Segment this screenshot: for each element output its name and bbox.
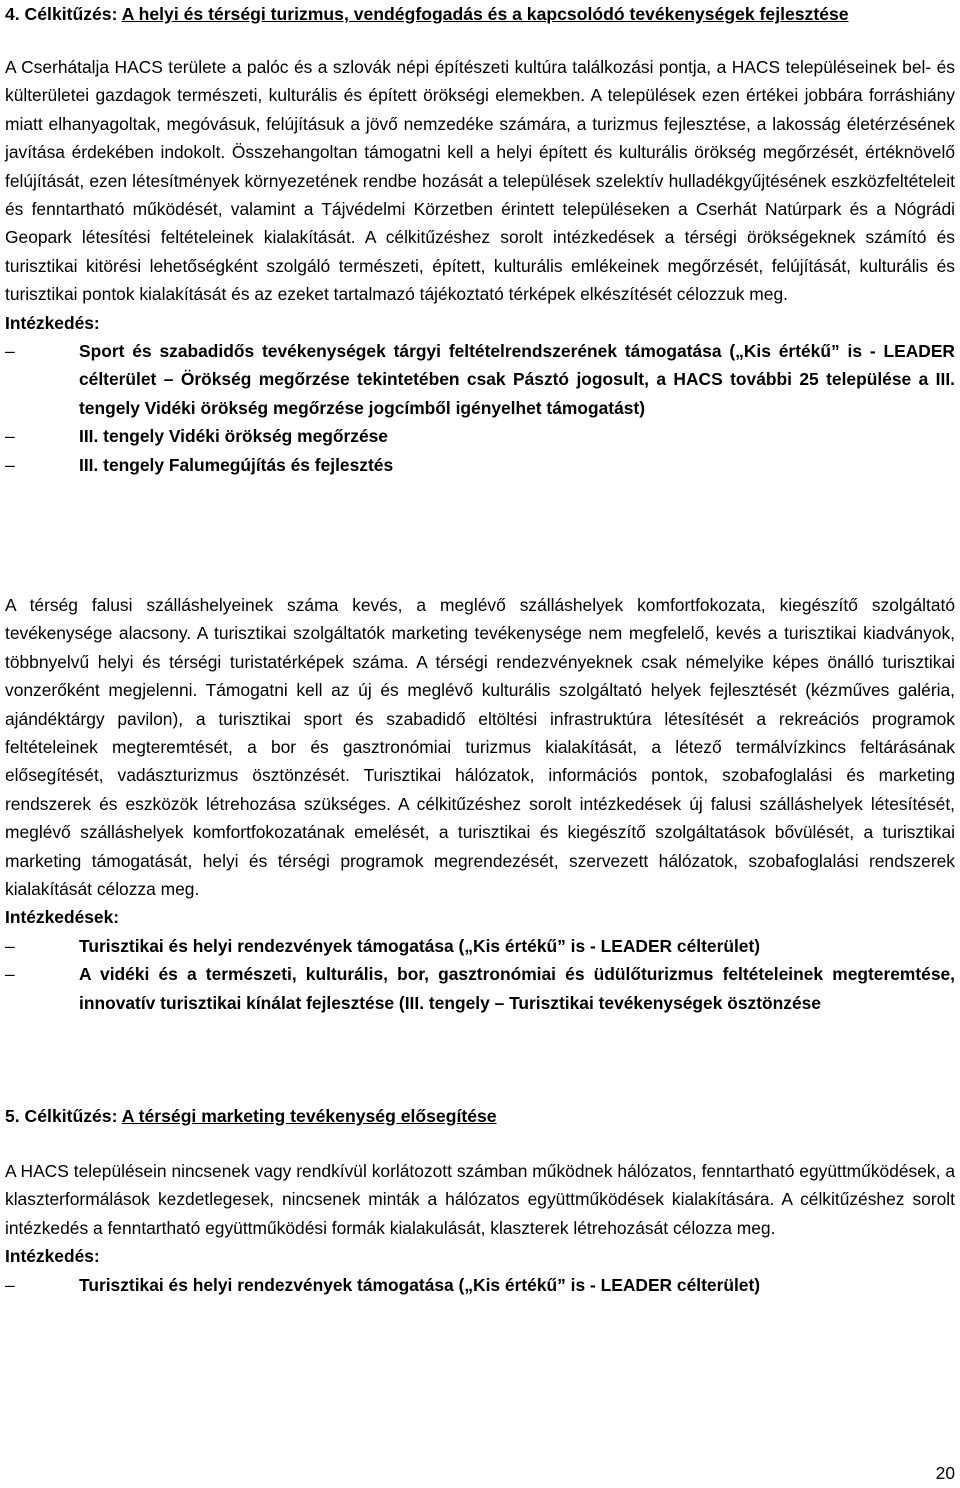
- dash-marker: –: [5, 454, 15, 475]
- section-5-paragraph: A HACS településein nincsenek vagy rendkívül korlátozott számban működnek hálózatos, fenntartható együttműködések, a klaszterformálások kezdetlegesek, nincsenek minták a hálózatos együttműködések kialakítására. A célkitűzéshez sorolt intézkedés a fenntartható együttműködési formák kialakulását, klaszterek létrehozását célozza meg.: [5, 1161, 955, 1238]
- list-item: [5, 422, 955, 450]
- section-5-heading-prefix: 5. Célkitűzés:: [5, 1106, 122, 1126]
- dash-marker: –: [5, 426, 15, 447]
- list-item: [5, 337, 955, 422]
- list-item: [5, 1271, 955, 1299]
- section-4-heading-title: A helyi és térségi turizmus, vendégfogadás és a kapcsolódó tevékenységek fejlesztése: [121, 4, 849, 24]
- measures-label-3: Intézkedés:: [5, 1246, 100, 1267]
- measures-list-3: [5, 1271, 955, 1299]
- section-5-heading-title: A térségi marketing tevékenység elősegítése: [121, 1106, 497, 1126]
- dash-marker: –: [5, 964, 15, 985]
- list-item: [5, 960, 955, 1017]
- page-number: 20: [935, 1463, 955, 1483]
- list-item-text: III. tengely Falumegújítás és fejlesztés: [79, 454, 394, 475]
- section-4-body-2: [5, 591, 955, 1017]
- dash-marker: –: [5, 341, 15, 362]
- dash-marker: –: [5, 1274, 15, 1295]
- list-item-text: Turisztikai és helyi rendezvények támogatása („Kis értékű” is - LEADER célterület): [79, 1274, 761, 1295]
- list-item-text: Turisztikai és helyi rendezvények támogatása („Kis értékű” is - LEADER célterület): [79, 935, 761, 956]
- dash-marker: –: [5, 935, 15, 956]
- list-item-text: Sport és szabadidős tevékenységek tárgyi feltételrendszerének támogatása („Kis értékű” is - LEADER célterület – Örökség megőrzése tekintetében csak Pásztó jogosult, a HACS további 25 települése a III. tengely Vidéki örökség megőrzése jogcímből igényelhet támogatást): [79, 341, 955, 418]
- list-item: [5, 451, 955, 479]
- measures-label-2: Intézkedések:: [5, 907, 120, 928]
- measures-list-1: [5, 337, 955, 479]
- section-4-paragraph-1: A Cserhátalja HACS területe a palóc és a szlovák népi építészeti kultúra találkozási pontja, a HACS településeinek bel- és külterületei gazdagok természeti, kulturális és épített örökségi elemekben. A települések ezen értékei jobbára forráshiány miatt elhanyagoltak, megóvásuk, felújításuk a jövő nemzedéke számára, a turizmus fejlesztése, a lakosság életérzésének javítása érdekében indokolt. Összehangoltan támogatni kell a helyi épített és kulturális örökség megőrzését, értéknövelő felújítását, ezen létesítmények környezetének rendbe hozását a települések szelektív hulladékgyűjtésének eszközfeltételeit és fenntartható működését, valamint a Tájvédelmi Körzetben érintett településeken a Cserhát Natúrpark és a Nógrádi Geopark létesítési feltételeinek kialakítását. A célkitűzéshez sorolt intézkedések a térségi örökségeknek számító és turisztikai kitörési lehetőségként szolgáló természeti, épített, kulturális emlékeinek megőrzését, felújítását, kulturális és turisztikai pontok kialakítását és az ezeket tartalmazó tájékoztató térképek elkészítését célozzuk meg.: [5, 57, 955, 305]
- section-4-heading-prefix: 4. Célkitűzés:: [5, 4, 122, 24]
- section-5-body: [5, 1157, 955, 1299]
- measures-label-1: Intézkedés:: [5, 312, 100, 333]
- section-5-heading: [5, 1104, 955, 1128]
- list-item-text: A vidéki és a természeti, kulturális, bor, gasztronómiai és üdülőturizmus feltételeinek megteremtése, innovatív turisztikai kínálat fejlesztése (III. tengely – Turisztikai tevékenységek ösztönzése: [79, 964, 955, 1013]
- list-item-text: III. tengely Vidéki örökség megőrzése: [79, 426, 388, 447]
- list-item: [5, 932, 955, 960]
- section-4-body: [5, 53, 955, 479]
- section-4-heading: [5, 2, 955, 26]
- section-4-paragraph-2: A térség falusi szálláshelyeinek száma kevés, a meglévő szálláshelyek komfortfokozata, kiegészítő szolgáltató tevékenysége alacsony. A turisztikai szolgáltatók marketing tevékenysége nem megfelelő, kevés a turisztikai kiadványok, többnyelvű helyi és térségi turistatérképek száma. A térségi rendezvényeknek csak némelyike képes önálló turisztikai vonzerőként megjelenni. Támogatni kell az új és meglévő kulturális szolgáltató helyek fejlesztését (kézműves galéria, ajándéktárgy pavilon), a turisztikai sport és szabadidő eltöltési infrastruktúra létesítését a rekreációs programok feltételeinek megteremtését, a bor és gasztronómiai turizmus kialakítását, a létező termálvízkincs feltárásának elősegítését, vadászturizmus ösztönzését. Turisztikai hálózatok, információs pontok, szobafoglalási és marketing rendszerek és eszközök létrehozása szükséges. A célkitűzéshez sorolt intézkedések új falusi szálláshelyek létesítését, meglévő szálláshelyek komfortfokozatának emelését, a turisztikai és kiegészítő szolgáltatások bővülését, a turisztikai marketing támogatását, helyi és térségi programok megrendezését, szervezett hálózatok, szobafoglalási rendszerek kialakítását célozza meg.: [5, 595, 955, 900]
- measures-list-2: [5, 932, 955, 1017]
